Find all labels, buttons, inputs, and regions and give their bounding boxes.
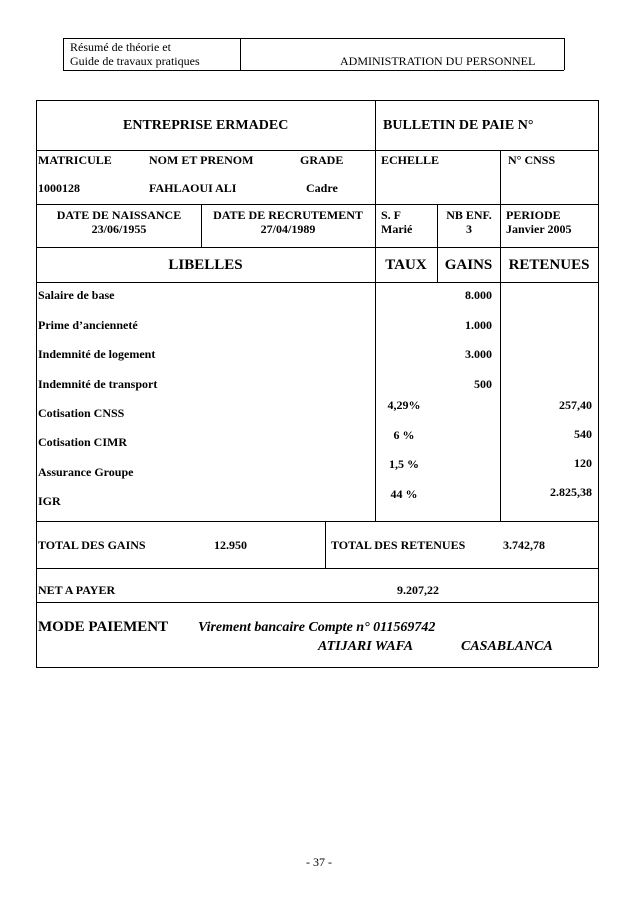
cnss-label: N° CNSS	[508, 153, 556, 167]
line-retenue: 540	[574, 427, 592, 441]
line-taux: 4,29%	[387, 398, 421, 412]
header-left-line1: Résumé de théorie et	[70, 40, 171, 54]
matricule-label: MATRICULE	[38, 153, 112, 167]
line-retenue: 257,40	[559, 398, 592, 412]
mode-label: MODE PAIEMENT	[38, 619, 169, 635]
mode-city: CASABLANCA	[461, 639, 553, 654]
line-label: Prime d’ancienneté	[38, 318, 138, 332]
col-taux: TAUX	[385, 257, 427, 273]
total-retenues-label: TOTAL DES RETENUES	[331, 538, 466, 552]
line-retenue: 120	[574, 456, 592, 470]
line-label: Cotisation CNSS	[38, 406, 125, 420]
line-label: IGR	[38, 494, 61, 508]
line-label: Indemnité de logement	[38, 347, 156, 361]
recrutement-value: 27/04/1989	[260, 222, 316, 236]
nom-value: FAHLAOUI ALI	[149, 181, 237, 195]
periode-value: Janvier 2005	[506, 222, 572, 236]
page-number: - 37 -	[306, 855, 332, 869]
total-gains-label: TOTAL DES GAINS	[38, 538, 146, 552]
matricule-value: 1000128	[38, 181, 80, 195]
header-right-title: ADMINISTRATION DU PERSONNEL	[340, 54, 536, 68]
col-retenues: RETENUES	[508, 257, 590, 273]
net-label: NET A PAYER	[38, 583, 116, 597]
nom-label: NOM ET PRENOM	[149, 153, 254, 167]
line-taux: 44 %	[390, 487, 418, 501]
total-retenues-value: 3.742,78	[503, 538, 545, 552]
line-gain: 8.000	[465, 288, 492, 302]
line-gain: 500	[474, 377, 492, 391]
col-libelles: LIBELLES	[168, 257, 243, 273]
line-taux: 6 %	[393, 428, 415, 442]
line-gain: 3.000	[465, 347, 492, 361]
naissance-value: 23/06/1955	[91, 222, 147, 236]
nbenf-value: 3	[466, 222, 472, 236]
line-label: Assurance Groupe	[38, 465, 134, 479]
line-label: Salaire de base	[38, 288, 115, 302]
recrutement-label: DATE DE RECRUTEMENT	[213, 208, 363, 222]
periode-label: PERIODE	[506, 208, 561, 222]
col-gains: GAINS	[444, 257, 493, 273]
naissance-label: DATE DE NAISSANCE	[56, 208, 182, 222]
line-retenue: 2.825,38	[550, 485, 592, 499]
net-value: 9.207,22	[397, 583, 439, 597]
line-label: Indemnité de transport	[38, 377, 158, 391]
header-left-line2: Guide de travaux pratiques	[70, 54, 200, 68]
mode-bank: ATIJARI WAFA	[318, 639, 414, 654]
line-label: Cotisation CIMR	[38, 435, 127, 449]
grade-value: Cadre	[306, 181, 338, 195]
sf-label: S. F	[381, 208, 402, 222]
line-taux: 1,5 %	[389, 457, 419, 471]
company-name: ENTREPRISE ERMADEC	[123, 118, 289, 133]
nbenf-label: NB ENF.	[446, 208, 492, 222]
sf-value: Marié	[381, 222, 413, 236]
line-gain: 1.000	[465, 318, 492, 332]
total-gains-value: 12.950	[214, 538, 247, 552]
bulletin-title: BULLETIN DE PAIE N°	[383, 118, 534, 133]
grade-label: GRADE	[300, 153, 344, 167]
echelle-label: ECHELLE	[381, 153, 440, 167]
mode-line1: Virement bancaire Compte n° 011569742	[198, 620, 436, 635]
